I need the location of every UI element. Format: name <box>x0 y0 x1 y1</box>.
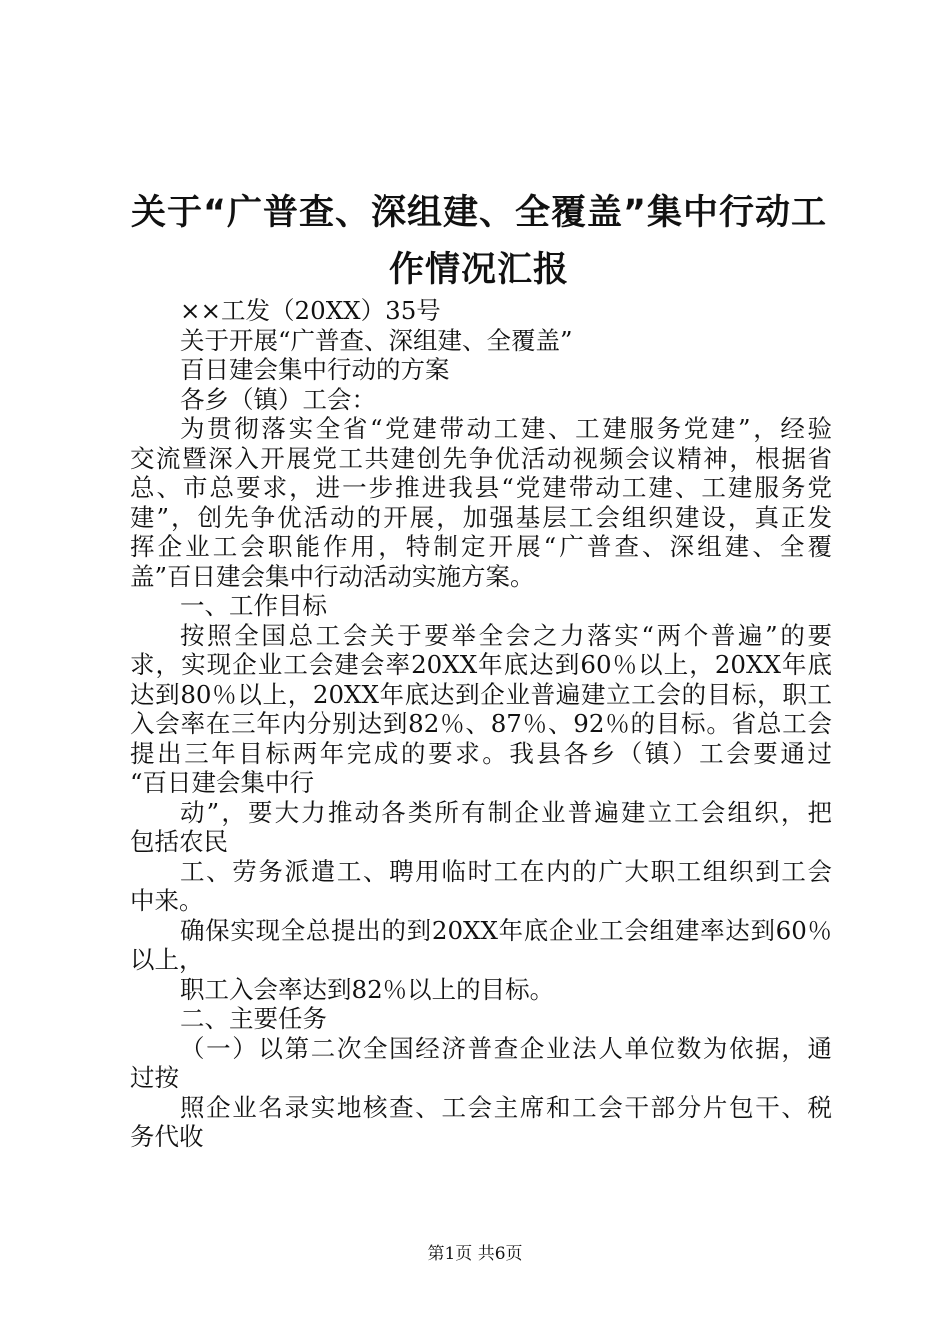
body-line: 求，实现企业工会建会率20XX年底达到60％以上，20XX年底 <box>130 650 832 679</box>
body-line: 包括农民 <box>130 827 228 856</box>
body-line: “百日建会集中行 <box>130 768 315 797</box>
body-line: 交流暨深入开展党工共建创先争优活动视频会议精神，根据省 <box>130 443 832 473</box>
body-line: 照企业名录实地核查、工会主席和工会干部分片包干、税 <box>180 1092 832 1122</box>
addressee: 各乡（镇）工会： <box>180 384 376 414</box>
document-body <box>130 296 832 1152</box>
body-line: 确保实现全总提出的到20XX年底企业工会组建率达到60％ <box>180 915 832 945</box>
body-line: 务代收 <box>130 1122 204 1151</box>
body-line: 按照全国总工会关于要举全会之力落实“两个普遍”的要 <box>180 620 832 650</box>
body-line: 提出三年目标两年完成的要求。我县各乡（镇）工会要通过 <box>130 738 832 768</box>
body-line: 达到80％以上，20XX年底达到企业普遍建立工会的目标，职工 <box>130 679 832 709</box>
body-line: 动”，要大力推动各类所有制企业普遍建立工会组织，把 <box>180 797 832 827</box>
body-line: 工、劳务派遣工、聘用临时工在内的广大职工组织到工会 <box>180 856 832 886</box>
document-title-line-1: 关于“广普查、深组建、全覆盖”集中行动工 <box>130 193 827 233</box>
body-line: 过按 <box>130 1063 179 1092</box>
body-line: 为贯彻落实全省“党建带动工建、工建服务党建”，经验 <box>180 414 832 443</box>
body-line: 入会率在三年内分别达到82％、87％、92％的目标。省总工会 <box>130 709 832 738</box>
notice-title-line-2: 百日建会集中行动的方案 <box>180 355 450 384</box>
section-heading-2: 二、主要任务 <box>180 1004 327 1033</box>
body-line: 职工入会率达到82％以上的目标。 <box>180 974 555 1004</box>
body-line: 挥企业工会职能作用，特制定开展“广普查、深组建、全覆 <box>130 532 832 561</box>
body-line: 盖”百日建会集中行动活动实施方案。 <box>130 561 535 591</box>
body-line: 建”，创先争优活动的开展，加强基层工会组织建设，真正发 <box>130 502 832 532</box>
document-title-line-2: 作情况汇报 <box>388 250 569 290</box>
body-line: 以上， <box>130 945 204 974</box>
section-heading-1: 一、工作目标 <box>180 591 327 620</box>
body-line: 总、市总要求，进一步推进我县“党建带动工建、工建服务党 <box>130 473 832 502</box>
body-line: 中来。 <box>130 886 204 915</box>
page-footer: 第1页 共6页 <box>427 1244 523 1264</box>
document-number: ××工发（20XX）35号 <box>180 296 441 325</box>
body-line: （一）以第二次全国经济普查企业法人单位数为依据，通 <box>180 1033 832 1063</box>
notice-title-line-1: 关于开展“广普查、深组建、全覆盖” <box>180 325 573 355</box>
